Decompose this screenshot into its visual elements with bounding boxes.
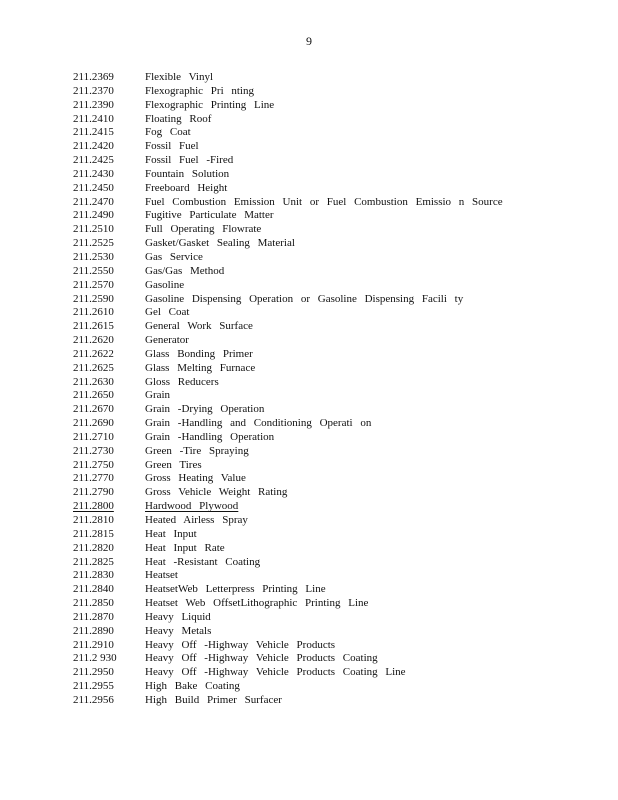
defined-term: High Build Primer Surfacer [145,693,282,706]
defined-term: Gas Service [145,250,203,263]
defined-term: Gel Coat [145,306,190,319]
defined-term: Flexographic Printing Line [145,98,275,111]
list-item [73,556,593,570]
defined-term: Fossil Fuel [145,140,199,153]
defined-term: Flexographic Pri nting [145,84,254,97]
list-item [73,251,593,265]
list-item [73,140,593,154]
section-number: 211.2415 [73,126,114,139]
section-number: 211.2890 [73,624,114,637]
defined-term: Gas/Gas Method [145,264,225,277]
section-number: 211.2770 [73,472,114,485]
list-item [73,265,593,279]
list-item [73,694,593,708]
section-number: 211.2710 [73,430,114,443]
defined-term: Heated Airless Spray [145,514,248,526]
defined-term: Fugitive Particulate Matter [145,209,274,222]
section-number: 211.2830 [73,569,114,582]
section-number: 211.2390 [73,98,114,111]
list-item [73,459,593,473]
defined-term: Gasoline [145,278,185,291]
list-item [73,154,593,168]
list-item [73,597,593,611]
list-item [73,431,593,445]
defined-term: Gross Vehicle Weight Rating [145,486,288,499]
list-item [73,666,593,680]
list-item [73,168,593,182]
section-number: 211.2570 [73,278,114,291]
defined-term: Hardwood Plywood [145,500,239,513]
section-number: 211.2622 [73,347,114,360]
list-item [73,71,593,85]
section-number: 211.2430 [73,167,114,180]
defined-term: Floating Roof [145,112,212,125]
section-number: 211.2955 [73,680,114,693]
list-item [73,362,593,376]
list-item [73,223,593,237]
list-item [73,348,593,362]
defined-term: Full Operating Flowrate [145,223,262,236]
section-number: 211.2810 [73,514,114,526]
section-number: 211.2950 [73,666,114,679]
list-item [73,528,593,542]
defined-term: Heavy Off -Highway Vehicle Products Coating [145,652,378,665]
list-item [73,334,593,348]
list-item [73,500,593,514]
section-number: 211.2550 [73,264,114,277]
defined-term: Gloss Reducers [145,375,219,388]
list-item [73,583,593,597]
defined-term: Fuel Combustion Emission Unit or Fuel Combustion Emissio n Source [145,195,503,208]
definitions-list [73,71,593,708]
section-number: 211.2650 [73,389,114,402]
section-number: 211.2815 [73,527,114,540]
list-item [73,569,593,583]
list-item [73,99,593,113]
defined-term: Heavy Off -Highway Vehicle Products Coating Line [145,666,406,679]
defined-term: Glass Melting Furnace [145,361,256,374]
list-item [73,417,593,431]
defined-term: Grain -Drying Operation [145,403,265,416]
section-number: 211.2825 [73,555,114,568]
list-item [73,514,593,528]
defined-term: Heavy Metals [145,624,212,637]
section-number: 211.2956 [73,693,114,706]
defined-term: Grain -Handling and Conditioning Operati on [145,417,372,430]
list-item [73,376,593,390]
defined-term: Heavy Liquid [145,610,211,623]
section-number: 211.2750 [73,458,114,471]
defined-term: Heat Input [145,527,197,540]
section-number: 211.2420 [73,140,114,153]
list-item [73,293,593,307]
section-number: 211.2850 [73,597,114,610]
defined-term: Gasket/Gasket Sealing Material [145,237,295,250]
list-item [73,652,593,666]
list-item [73,279,593,293]
defined-term: Green Tires [145,458,202,471]
defined-term: Heatset Web OffsetLithographic Printing Line [145,597,369,610]
section-number: 211.2690 [73,417,114,430]
list-item [73,625,593,639]
section-number: 211.2820 [73,541,114,554]
list-item [73,196,593,210]
defined-term: Heatset [145,569,178,582]
section-number: 211.2369 [73,71,114,83]
defined-term: HeatsetWeb Letterpress Printing Line [145,583,326,596]
section-number: 211.2840 [73,583,114,596]
list-item [73,306,593,320]
list-item [73,445,593,459]
defined-term: Green -Tire Spraying [145,444,249,457]
section-number: 211.2800 [73,500,114,513]
list-item [73,182,593,196]
defined-term: Gasoline Dispensing Operation or Gasoline Dispensing Facili ty [145,292,464,305]
list-item [73,472,593,486]
section-number: 211.2370 [73,84,114,97]
defined-term: Fossil Fuel -Fired [145,154,234,167]
section-number: 211.2730 [73,444,114,457]
defined-term: Gross Heating Value [145,472,246,485]
section-number: 211.2630 [73,375,114,388]
list-item [73,113,593,127]
list-item [73,389,593,403]
list-item [73,320,593,334]
defined-term: Glass Bonding Primer [145,347,253,360]
section-number: 211.2790 [73,486,114,499]
section-number: 211.2 930 [73,652,117,665]
page-number: 9 [306,34,312,48]
section-number: 211.2590 [73,292,114,305]
list-item [73,85,593,99]
section-number: 211.2470 [73,195,114,208]
section-number: 211.2530 [73,250,114,263]
section-number: 211.2510 [73,223,114,236]
defined-term: Heavy Off -Highway Vehicle Products [145,638,336,651]
defined-term: Heat Input Rate [145,541,225,554]
list-item [73,237,593,251]
section-number: 211.2425 [73,154,114,167]
list-item [73,611,593,625]
section-number: 211.2620 [73,334,114,347]
defined-term: Fountain Solution [145,167,230,180]
defined-term: Grain [145,389,171,402]
section-number: 211.2410 [73,112,114,125]
section-number: 211.2525 [73,237,114,250]
defined-term: Heat -Resistant Coating [145,555,261,568]
list-item [73,403,593,417]
section-number: 211.2450 [73,181,114,194]
list-item [73,486,593,500]
defined-term: Grain -Handling Operation [145,430,275,443]
defined-term: Fog Coat [145,126,191,139]
list-item [73,209,593,223]
list-item [73,639,593,653]
section-number: 211.2870 [73,610,114,623]
section-number: 211.2670 [73,403,114,416]
list-item [73,126,593,140]
section-number: 211.2490 [73,209,114,222]
list-item [73,680,593,694]
section-number: 211.2625 [73,361,114,374]
section-number: 211.2610 [73,306,114,319]
defined-term: Freeboard Height [145,181,228,194]
defined-term: General Work Surface [145,320,253,333]
section-number: 211.2910 [73,638,114,651]
defined-term: High Bake Coating [145,680,240,693]
list-item [73,542,593,556]
defined-term: Flexible Vinyl [145,71,213,83]
defined-term: Generator [145,334,189,347]
section-number: 211.2615 [73,320,114,333]
